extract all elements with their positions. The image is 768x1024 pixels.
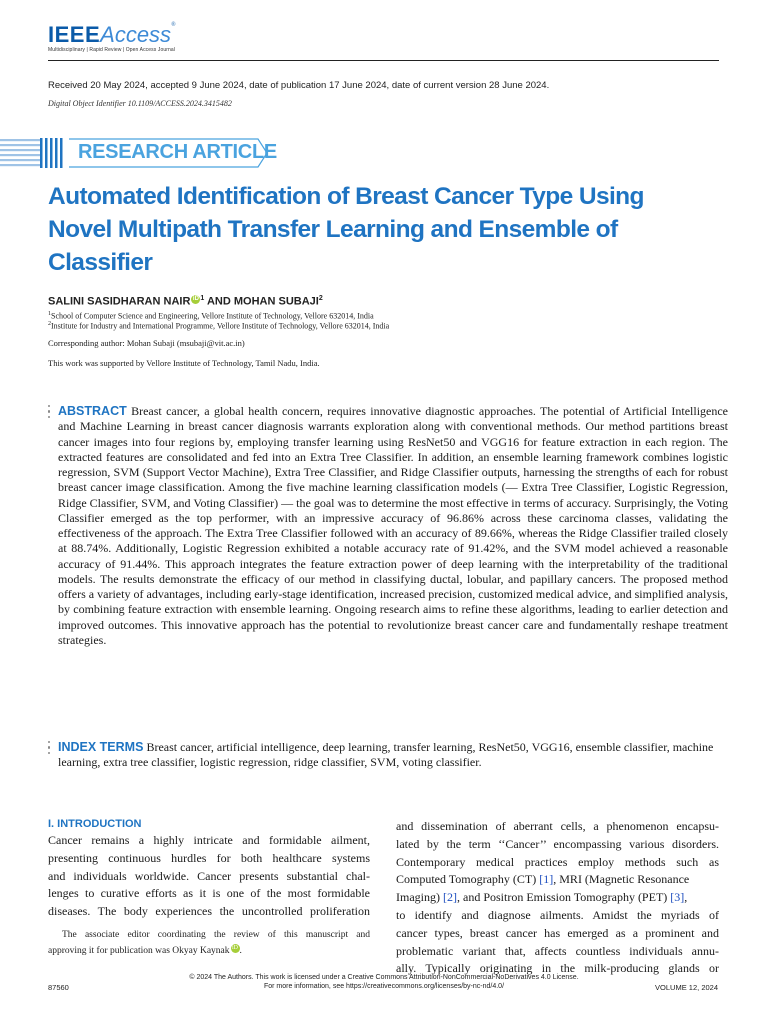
citation-link-3[interactable]: [3]	[670, 890, 685, 905]
index-terms-text: Breast cancer, artificial intelligence, deep learning, transfer learning, ResNet50, VGG16, ensemble classifier, machine learning, extra tree classifier, logistic regression, ridge classifier, SVM, voting classifier.	[58, 740, 714, 770]
intro-left-line: lenges to curative efforts as it is one of the most formidable	[48, 886, 370, 901]
doi-value[interactable]: 10.1109/ACCESS.2024.3415482	[127, 99, 232, 108]
index-terms-block	[58, 740, 728, 771]
page-number: 87560	[48, 983, 69, 992]
footnote-line-2-text: approving it for publication was Okyay Kaynak	[48, 945, 230, 956]
logo-ieee-text: IEEE	[48, 22, 101, 47]
intro-left-line: Cancer remains a highly intricate and formidable ailment,	[48, 833, 370, 847]
author-2-name: MOHAN SUBAJI	[233, 295, 319, 308]
footnote-line-2-end: .	[239, 945, 242, 956]
footnote-line-1: The associate editor coordinating the review of this manuscript and	[62, 930, 370, 940]
author-1-name: SALINI SASIDHARAN NAIR	[48, 295, 191, 308]
intro-right-line-refs	[396, 889, 719, 907]
abstract-block	[58, 404, 728, 648]
license-line-1: © 2024 The Authors. This work is licensed under a Creative Commons Attribution-NonCommercial-NoDerivatives 4.0 License.	[189, 974, 579, 981]
trademark-icon: ®	[171, 22, 176, 28]
introduction-right-column	[396, 818, 719, 978]
intro-text-fragment: ,	[684, 890, 688, 905]
section-heading-introduction: I. INTRODUCTION	[48, 818, 142, 830]
intro-right-line: ally. Typically originating in the milk-producing glands or	[396, 961, 719, 976]
index-terms-marker-icon	[48, 741, 52, 757]
intro-text-fragment: , and Positron Emission Tomography (PET)	[457, 890, 671, 905]
index-terms-heading: INDEX TERMS	[58, 740, 144, 754]
intro-text-fragment: Imaging)	[396, 890, 443, 905]
intro-left-line: and individuals worldwide. Cancer presents substantial chal-	[48, 868, 370, 883]
intro-text-fragment: Computed Tomography (CT)	[396, 872, 540, 887]
doi-line	[48, 99, 232, 108]
introduction-left-column	[48, 832, 370, 921]
doi-label: Digital Object Identifier	[48, 99, 126, 108]
affiliation-2	[48, 321, 389, 331]
abstract-heading: ABSTRACT	[58, 404, 127, 418]
intro-right-line: Contemporary medical practices employ methods such as	[396, 854, 719, 869]
citation-link-2[interactable]: [2]	[443, 890, 457, 905]
funding-statement: This work was supported by Vellore Institute of Technology, Tamil Nadu, India.	[48, 358, 320, 368]
volume-label: VOLUME 12, 2024	[655, 983, 718, 992]
journal-logo	[48, 22, 176, 48]
intro-left-line: presenting continuous hurdles for both healthcare systems	[48, 850, 370, 865]
author-line	[48, 295, 323, 308]
intro-right-line: problematic variant that, affects countless individuals annu-	[396, 943, 719, 958]
intro-right-line: cancer types, breast cancer has emerged as a prominent and	[396, 925, 719, 940]
affiliation-1-marker: 1	[48, 311, 51, 317]
citation-link-1[interactable]: [1]	[539, 872, 554, 887]
intro-right-line-refs	[396, 871, 719, 889]
logo-access-text: Access	[100, 22, 172, 47]
affiliation-2-marker: 2	[48, 321, 51, 327]
affiliation-1-text: School of Computer Science and Engineering, Vellore Institute of Technology, Vellore 632014, India	[51, 311, 374, 321]
intro-left-line: diseases. The body experiences the uncontrolled proliferation	[48, 904, 370, 919]
header-rule	[48, 60, 719, 61]
author-2-affiliation: 2	[318, 295, 323, 302]
abstract-marker-icon	[48, 405, 52, 421]
intro-right-line: to identify and diagnose ailments. Amidst the myriads of	[396, 907, 719, 922]
license-line-2[interactable]: For more information, see https://creativecommons.org/licenses/by-nc-nd/4.0/	[263, 983, 505, 990]
abstract-text: Breast cancer, a global health concern, requires innovative diagnostic approaches. The potential of Artificial Intelligence and Machine Learning in breast cancer diagnosis warrants exploration along with conventional methods. Our method partitions breast cancer images into four regions by, employing transfer learning using ResNet50 and VGG16 for feature extraction in each region. The extracted features are consolidated and fed into an Extra Tree Classifier. In addition, an ensemble learning framework combines logistic regression, SVM (Support Vector Machine), Extra Tree Classifier, and Ridge Classifier outputs, harnessing the strengths of each for robust breast cancer image classification. Among the five machine learning classification models (— Extra Tree Classifier, Logistic Regression, Ridge Classifier, SVM, and Voting Classifier) — the goal was to determine the most effective in terms of accuracy. Surprisingly, the Voting Classifier emerged as the top performer, with an impressive accuracy of 96.86% across these carcinoma classes, validating the effectiveness of the approach. The Extra Tree Classifier followed with an accuracy of 89.66%, whereas the Ridge Classifier trailed closely at 88.74%. Additionally, Logistic Regression exhibited a notable accuracy rate of 91.42%, and the SVM model achieved a reasonable accuracy of 91.44%. This approach integrates the feature extraction power of deep learning with the interpretability of the traditional models. The results demonstrate the efficacy of our method in classifying ductal, lobular, and papillary cancers. The proposed method offers a variety of advantages, including early-stage identification, increased precision, customized medical advice, and simplified analysis, by combining feature extraction with ensemble learning. Ongoing research aims to refine these algorithms, leading to earlier detection and improved outcomes. This innovative approach has the potential to revolutionize breast cancer care and fundamentally reshape treatment strategies.	[58, 404, 729, 647]
author-conjunction: AND	[206, 295, 231, 308]
banner-stripes-icon	[0, 136, 66, 170]
footnote-line-2	[48, 944, 370, 960]
intro-right-line: and dissemination of aberrant cells, a phenomenon encapsu-	[396, 819, 719, 833]
orcid-icon[interactable]: iD	[232, 944, 239, 951]
article-type-label: RESEARCH ARTICLE	[78, 141, 277, 163]
intro-text-fragment: , MRI (Magnetic Resonance	[553, 872, 690, 887]
publication-dates: Received 20 May 2024, accepted 9 June 2024, date of publication 17 June 2024, date of current version 28 June 2024.	[48, 80, 550, 91]
journal-tagline: Multidisciplinary | Rapid Review | Open Access Journal	[48, 47, 175, 53]
license-notice	[0, 973, 768, 991]
corresponding-author: Corresponding author: Mohan Subaji (msubaji@vit.ac.in)	[48, 338, 245, 348]
editor-footnote	[48, 928, 370, 959]
intro-right-line: lated by the term ‘‘Cancer’’ encompassing various disorders.	[396, 836, 719, 851]
orcid-icon[interactable]: iD	[192, 296, 199, 302]
affiliation-1	[48, 311, 374, 321]
affiliation-2-text: Institute for Industry and International Programme, Vellore Institute of Technology, Vellore 632014, India	[51, 321, 390, 331]
author-1-affiliation: 1	[200, 295, 205, 302]
paper-title: Automated Identification of Breast Cancer Type Using Novel Multipath Transfer Learning and Ensemble of Classifier	[48, 183, 644, 276]
